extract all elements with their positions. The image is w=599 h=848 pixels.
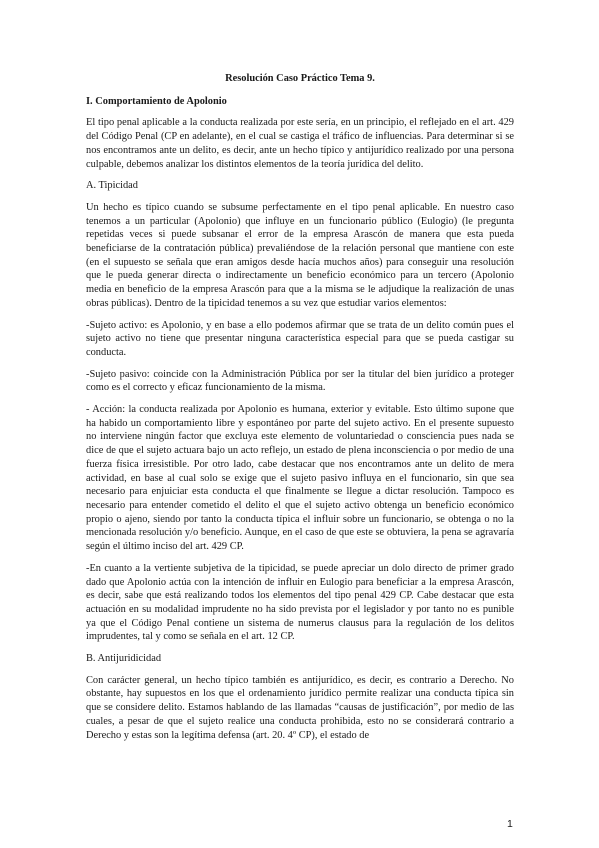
sujeto-pasivo-paragraph: -Sujeto pasivo: coincide con la Administración Pública por ser la titular del bien jurídico a proteger como es el correcto y eficaz funcionamiento de la misma. bbox=[86, 368, 514, 394]
antijuridicidad-paragraph: Con carácter general, un hecho típico también es antijurídico, es decir, es contrario a Derecho. No obstante, hay supuestos en los que el ordenamiento jurídico permite realizar una conducta típica sin que se considere delito. Estamos hablando de las llamadas “causas de justificación”, por medio de las cuales, a pesar de que el sujeto realice una conducta prohibida, esto no se considerará contrario a Derecho y estas son la legítima defensa (art. 20. 4º CP), el estado de bbox=[86, 674, 514, 741]
section-heading-comportamiento: I. Comportamiento de Apolonio bbox=[86, 95, 227, 107]
accion-paragraph: - Acción: la conducta realizada por Apolonio es humana, exterior y evitable. Esto último supone que ha habido un comportamiento libre y espontáneo por parte del sujeto activo. En el presente supuesto no interviene ningún factor que excluya este elemento de voluntariedad o consciencia pues nada se dice de que el sujeto actuara bajo un acto reflejo, un estado de plena inconsciencia o por medio de una fuerza física irresistible. Por otro lado, cabe destacar que nos encontramos ante un delito de mera actividad, en base al cual solo se exige que el sujeto pasivo influya en el funcionario, sin que sea necesario para enjuiciar esta conducta el que finalmente se llegue a dictar resolución. Tampoco es necesario para entender cometido el delito el que el sujeto activo obtenga un beneficio económico propio o ajeno, siendo por tanto la conducta típica el influir sobre un funcionario, se obtenga o no la mencionada resolución y/o beneficio. Aunque, en el caso de que este se obtuviera, la pena se agravaría según el último inciso del art. 429 CP. bbox=[86, 404, 514, 553]
document-body bbox=[86, 72, 514, 750]
tipicidad-paragraph: Un hecho es típico cuando se subsume perfectamente en el tipo penal aplicable. En nuestro caso tenemos a un particular (Apolonio) que influye en un funcionario público (Eulogio) (le pregunta repetidas veces si puede subsanar el error de la empresa Arascón de manera que esta pueda beneficiarse de la contratación pública) prevaliéndose de la relación personal que mantiene con este (en el supuesto se señala que eran amigos desde hacía muchos años) para conseguir una resolución que le pueda generar directa o indirectamente un beneficio económico para un tercero (Apolonio media en beneficio de la empresa Arascón para que a la misma se le adjudique la realización de unas obras públicas). Dentro de la tipicidad tenemos a su vez que estudiar varios elementos: bbox=[86, 201, 514, 309]
subsection-heading-tipicidad: A. Tipicidad bbox=[86, 180, 138, 192]
sujeto-activo-paragraph: -Sujeto activo: es Apolonio, y en base a ello podemos afirmar que se trata de un delito común pues el sujeto activo no tiene que presentar ninguna característica especial para que se pueda castigar su conducta. bbox=[86, 319, 514, 358]
intro-paragraph: El tipo penal aplicable a la conducta realizada por este sería, en un principio, el reflejado en el art. 429 del Código Penal (CP en adelante), en el cual se castiga el tráfico de influencias. Para determinar si se nos encontramos ante un delito, es decir, ante un hecho típico y antijurídico realizado por una persona culpable, debemos analizar los distintos elementos de la teoría jurídica del delito. bbox=[86, 117, 514, 170]
document-title: Resolución Caso Práctico Tema 9. bbox=[225, 73, 375, 84]
subsection-heading-antijuridicidad: B. Antijuridicidad bbox=[86, 653, 162, 665]
page-number: 1 bbox=[507, 818, 513, 830]
subjetiva-paragraph: -En cuanto a la vertiente subjetiva de la tipicidad, se puede apreciar un dolo directo de primer grado dado que Apolonio actúa con la intención de influir en Eulogio para beneficiar a la empresa Arascón, es decir, sabe que está realizando todos los elementos del tipo penal 429 CP. Cabe destacar que esta actuación en su modalidad imprudente no ha sido prevista por el legislador y por tanto no es punible ya que el Código Penal contiene un sistema de numerus clausus para la regulación de los delitos imprudentes, tal y como se señala en el art. 12 CP. bbox=[86, 562, 514, 643]
